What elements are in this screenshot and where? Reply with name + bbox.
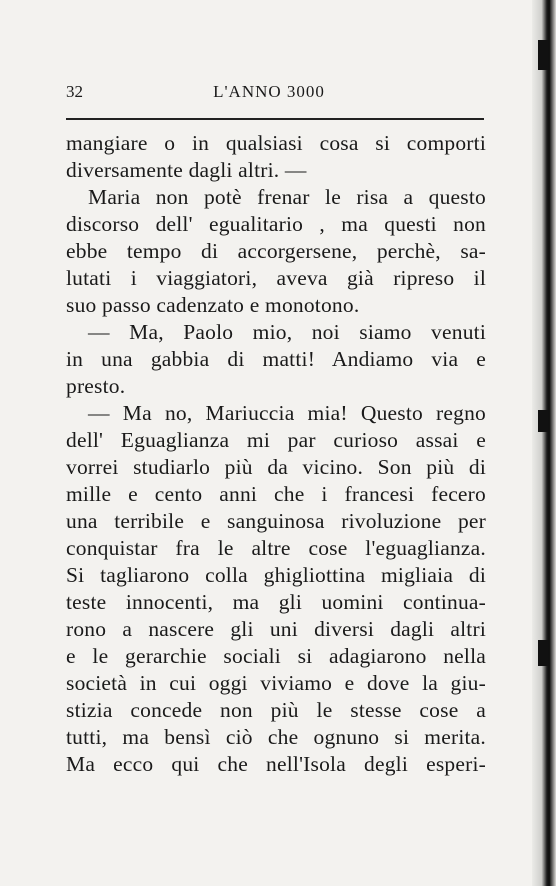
page-edge-shadow bbox=[532, 0, 556, 886]
text-line: dell' Eguaglianza mi par curioso assai e bbox=[66, 428, 486, 452]
text-line: Si tagliarono colla ghigliottina migliaia di bbox=[66, 563, 486, 587]
edge-mark bbox=[538, 410, 548, 432]
running-title: L'ANNO 3000 bbox=[213, 82, 325, 101]
text-line: vorrei studiarlo più da vicino. Son più di bbox=[66, 455, 486, 479]
edge-mark bbox=[538, 640, 548, 666]
text-line: mille e cento anni che i francesi fecero bbox=[66, 482, 486, 506]
body-text bbox=[66, 130, 486, 778]
running-head bbox=[66, 82, 472, 106]
text-line: rono a nascere gli uni diversi dagli altri bbox=[66, 617, 486, 641]
text-line: — Ma no, Mariuccia mia! Questo regno bbox=[88, 401, 486, 425]
page-number: 32 bbox=[66, 82, 83, 101]
text-line: ebbe tempo di accorgersene, perchè, sa- bbox=[66, 239, 486, 263]
text-line: diversamente dagli altri. — bbox=[66, 158, 307, 182]
text-line: Ma ecco qui che nell'Isola degli esperi- bbox=[66, 752, 486, 776]
text-line: discorso dell' egualitario , ma questi non bbox=[66, 212, 486, 236]
text-line: in una gabbia di matti! Andiamo via e bbox=[66, 347, 486, 371]
header-rule bbox=[66, 118, 484, 120]
text-line: Maria non potè frenar le risa a questo bbox=[88, 185, 486, 209]
text-line: e le gerarchie sociali si adagiarono nella bbox=[66, 644, 486, 668]
text-line: società in cui oggi viviamo e dove la giu- bbox=[66, 671, 486, 695]
text-line: tutti, ma bensì ciò che ognuno si merita. bbox=[66, 725, 486, 749]
edge-mark bbox=[538, 40, 548, 70]
text-line: conquistar fra le altre cose l'eguaglianza. bbox=[66, 536, 486, 560]
text-line: mangiare o in qualsiasi cosa si comporti bbox=[66, 131, 486, 155]
text-line: presto. bbox=[66, 374, 126, 398]
text-line: stizia concede non più le stesse cose a bbox=[66, 698, 486, 722]
text-line: suo passo cadenzato e monotono. bbox=[66, 293, 360, 317]
text-line: una terribile e sanguinosa rivoluzione per bbox=[66, 509, 486, 533]
text-line: teste innocenti, ma gli uomini continua- bbox=[66, 590, 486, 614]
text-line: — Ma, Paolo mio, noi siamo venuti bbox=[88, 320, 486, 344]
text-line: lutati i viaggiatori, aveva già ripreso il bbox=[66, 266, 486, 290]
